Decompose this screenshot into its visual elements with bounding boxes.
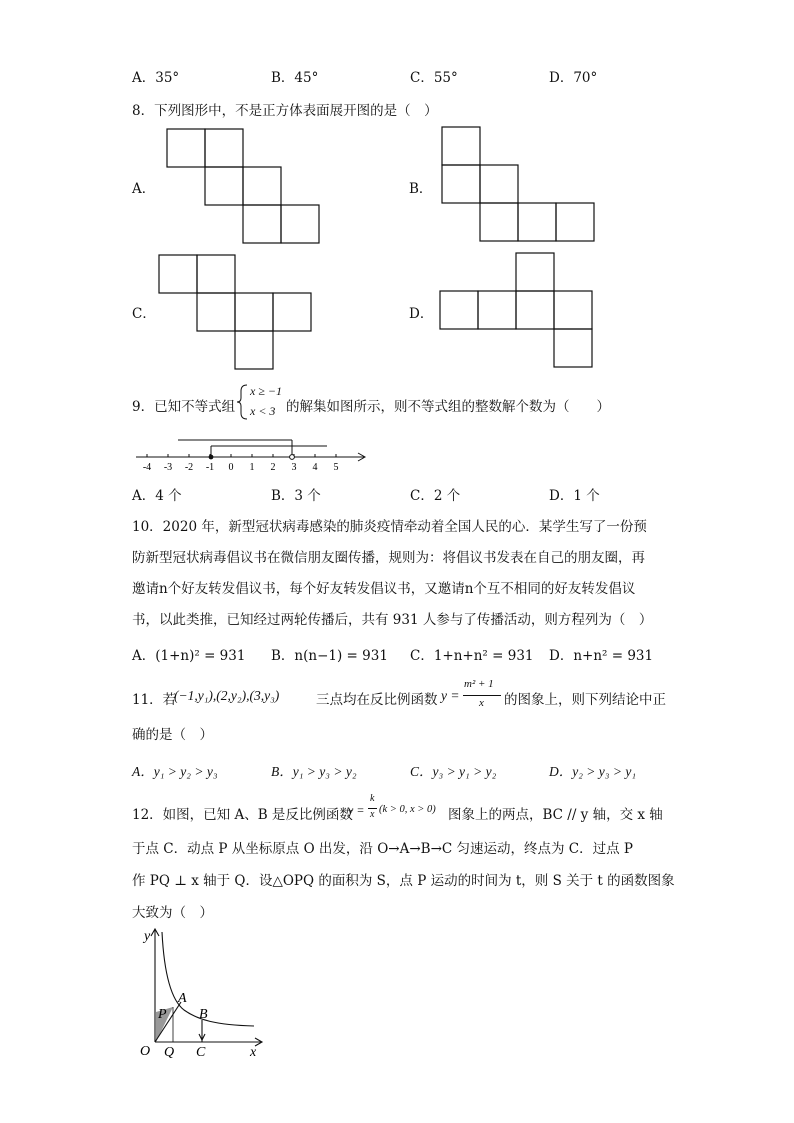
q10-line-2: 防新型冠状病毒倡议书在微信朋友圈传播，规则为：将倡议书发表在自己的朋友圈，再 — [132, 550, 645, 566]
label-p: P — [158, 1007, 167, 1022]
hyperbola-curve — [162, 932, 254, 1026]
q9-suffix: 的解集如图所示，则不等式组的整数解个数为（ ） — [286, 399, 610, 415]
tick-label: 2 — [270, 462, 276, 473]
tick-label: 3 — [291, 462, 297, 473]
open-point-3 — [290, 455, 295, 460]
q7-option-d: D．70° — [549, 70, 598, 86]
q12-func-lhs: y = — [348, 803, 365, 817]
q11-points: (−1,y₁),(2,y₂),(3,y₃) — [174, 688, 280, 703]
q11-suffix: 的图象上，则下列结论中正 — [504, 692, 666, 708]
q12-suffix: 图象上的两点，BC // y 轴，交 x 轴 — [448, 807, 663, 823]
q10-line-3: 邀请n个好友转发倡议书，每个好友转发倡议书，又邀请n个互不相同的好友转发倡议 — [132, 581, 636, 597]
q12-line-3: 作 PQ ⊥ x 轴于 Q．设△OPQ 的面积为 S，点 P 运动的时间为 t，则 S 关于 t 的函数图象 — [132, 873, 675, 889]
q11-option-b: B．y₁ > y₃ > y₂ — [271, 764, 357, 779]
q8-net-b — [436, 122, 601, 247]
label-b: B — [199, 1007, 208, 1022]
q8-stem: 8．下列图形中，不是正方体表面展开图的是（ ） — [132, 103, 438, 119]
q9-inequality-2: x < 3 — [250, 404, 276, 418]
q7-option-c: C．55° — [410, 70, 458, 86]
tick-label: -1 — [205, 462, 215, 473]
q8-label-b: B． — [409, 181, 433, 197]
tick-label: -3 — [163, 462, 173, 473]
q11-option-d: D．y₂ > y₃ > y₁ — [549, 764, 637, 779]
q11-mid: 三点均在反比例函数 — [316, 692, 438, 708]
q9-option-b: B．3 个 — [271, 488, 321, 504]
q11-func-lhs: y = — [441, 688, 460, 703]
tick-label: 4 — [312, 462, 318, 473]
q9-prefix: 9．已知不等式组 — [132, 399, 236, 415]
q7-option-a: A．35° — [132, 70, 180, 86]
q10-line-1: 10．2020 年，新型冠状病毒感染的肺炎疫情牵动着全国人民的心．某学生写了一份预 — [132, 519, 647, 535]
q10-option-a: A．(1+n)² = 931 — [132, 648, 246, 664]
q10-line-4: 书，以此类推，已知经过两轮传播后，共有 931 人参与了传播活动，则方程列为（ ） — [132, 612, 653, 628]
q11-func-denominator: x — [479, 697, 484, 709]
q12-figure — [126, 922, 271, 1067]
q9-option-d: D．1 个 — [549, 488, 600, 504]
q10-option-d: D．n+n² = 931 — [549, 648, 654, 664]
q8-net-d — [436, 248, 601, 373]
q11-prefix: 11．若 — [132, 692, 177, 708]
label-x: x — [250, 1045, 257, 1060]
q8-label-a: A． — [132, 181, 156, 197]
q9-inequality-1: x ≥ −1 — [250, 384, 283, 398]
tick-label: 0 — [228, 462, 234, 473]
q12-func-condition: (k > 0, x > 0) — [379, 804, 436, 815]
closed-point-minus-1 — [209, 455, 214, 460]
q10-option-b: B．n(n−1) = 931 — [271, 648, 388, 664]
tick-label: -4 — [142, 462, 152, 473]
q9-option-c: C．2 个 — [410, 488, 461, 504]
q11-fraction-bar — [463, 695, 501, 696]
label-y: y — [144, 929, 151, 944]
q12-func-denominator: x — [370, 809, 375, 820]
q12-func-numerator: k — [370, 793, 375, 804]
q12-line-2: 于点 C．动点 P 从坐标原点 O 出发，沿 O→A→B→C 匀速运动，终点为 C．过点 P — [132, 841, 634, 857]
q11-func-numerator: m² + 1 — [464, 678, 494, 690]
q12-prefix: 12．如图，已知 A、B 是反比例函数 — [132, 807, 353, 823]
q10-option-c: C．1+n+n² = 931 — [410, 648, 534, 664]
q11-option-c: C．y₃ > y₁ > y₂ — [410, 764, 497, 779]
q12-line-4: 大致为（ ） — [132, 905, 213, 921]
q8-label-c: C． — [132, 306, 156, 322]
q8-net-c — [155, 250, 320, 375]
q9-number-line — [132, 432, 372, 474]
tick-label: 5 — [333, 462, 339, 473]
label-q: Q — [164, 1045, 175, 1060]
label-c: C — [196, 1045, 206, 1060]
q11-line-2: 确的是（ ） — [132, 727, 213, 743]
q11-option-a: A．y₁ > y₂ > y₃ — [132, 764, 218, 779]
tick-label: 1 — [249, 462, 255, 473]
q8-net-a — [160, 124, 330, 249]
q9-option-a: A．4 个 — [132, 488, 182, 504]
q9-brace — [236, 384, 250, 420]
q7-option-b: B．45° — [271, 70, 319, 86]
tick-label: -2 — [184, 462, 194, 473]
label-o: O — [140, 1044, 151, 1059]
label-a: A — [178, 991, 187, 1006]
q8-label-d: D． — [409, 306, 434, 322]
